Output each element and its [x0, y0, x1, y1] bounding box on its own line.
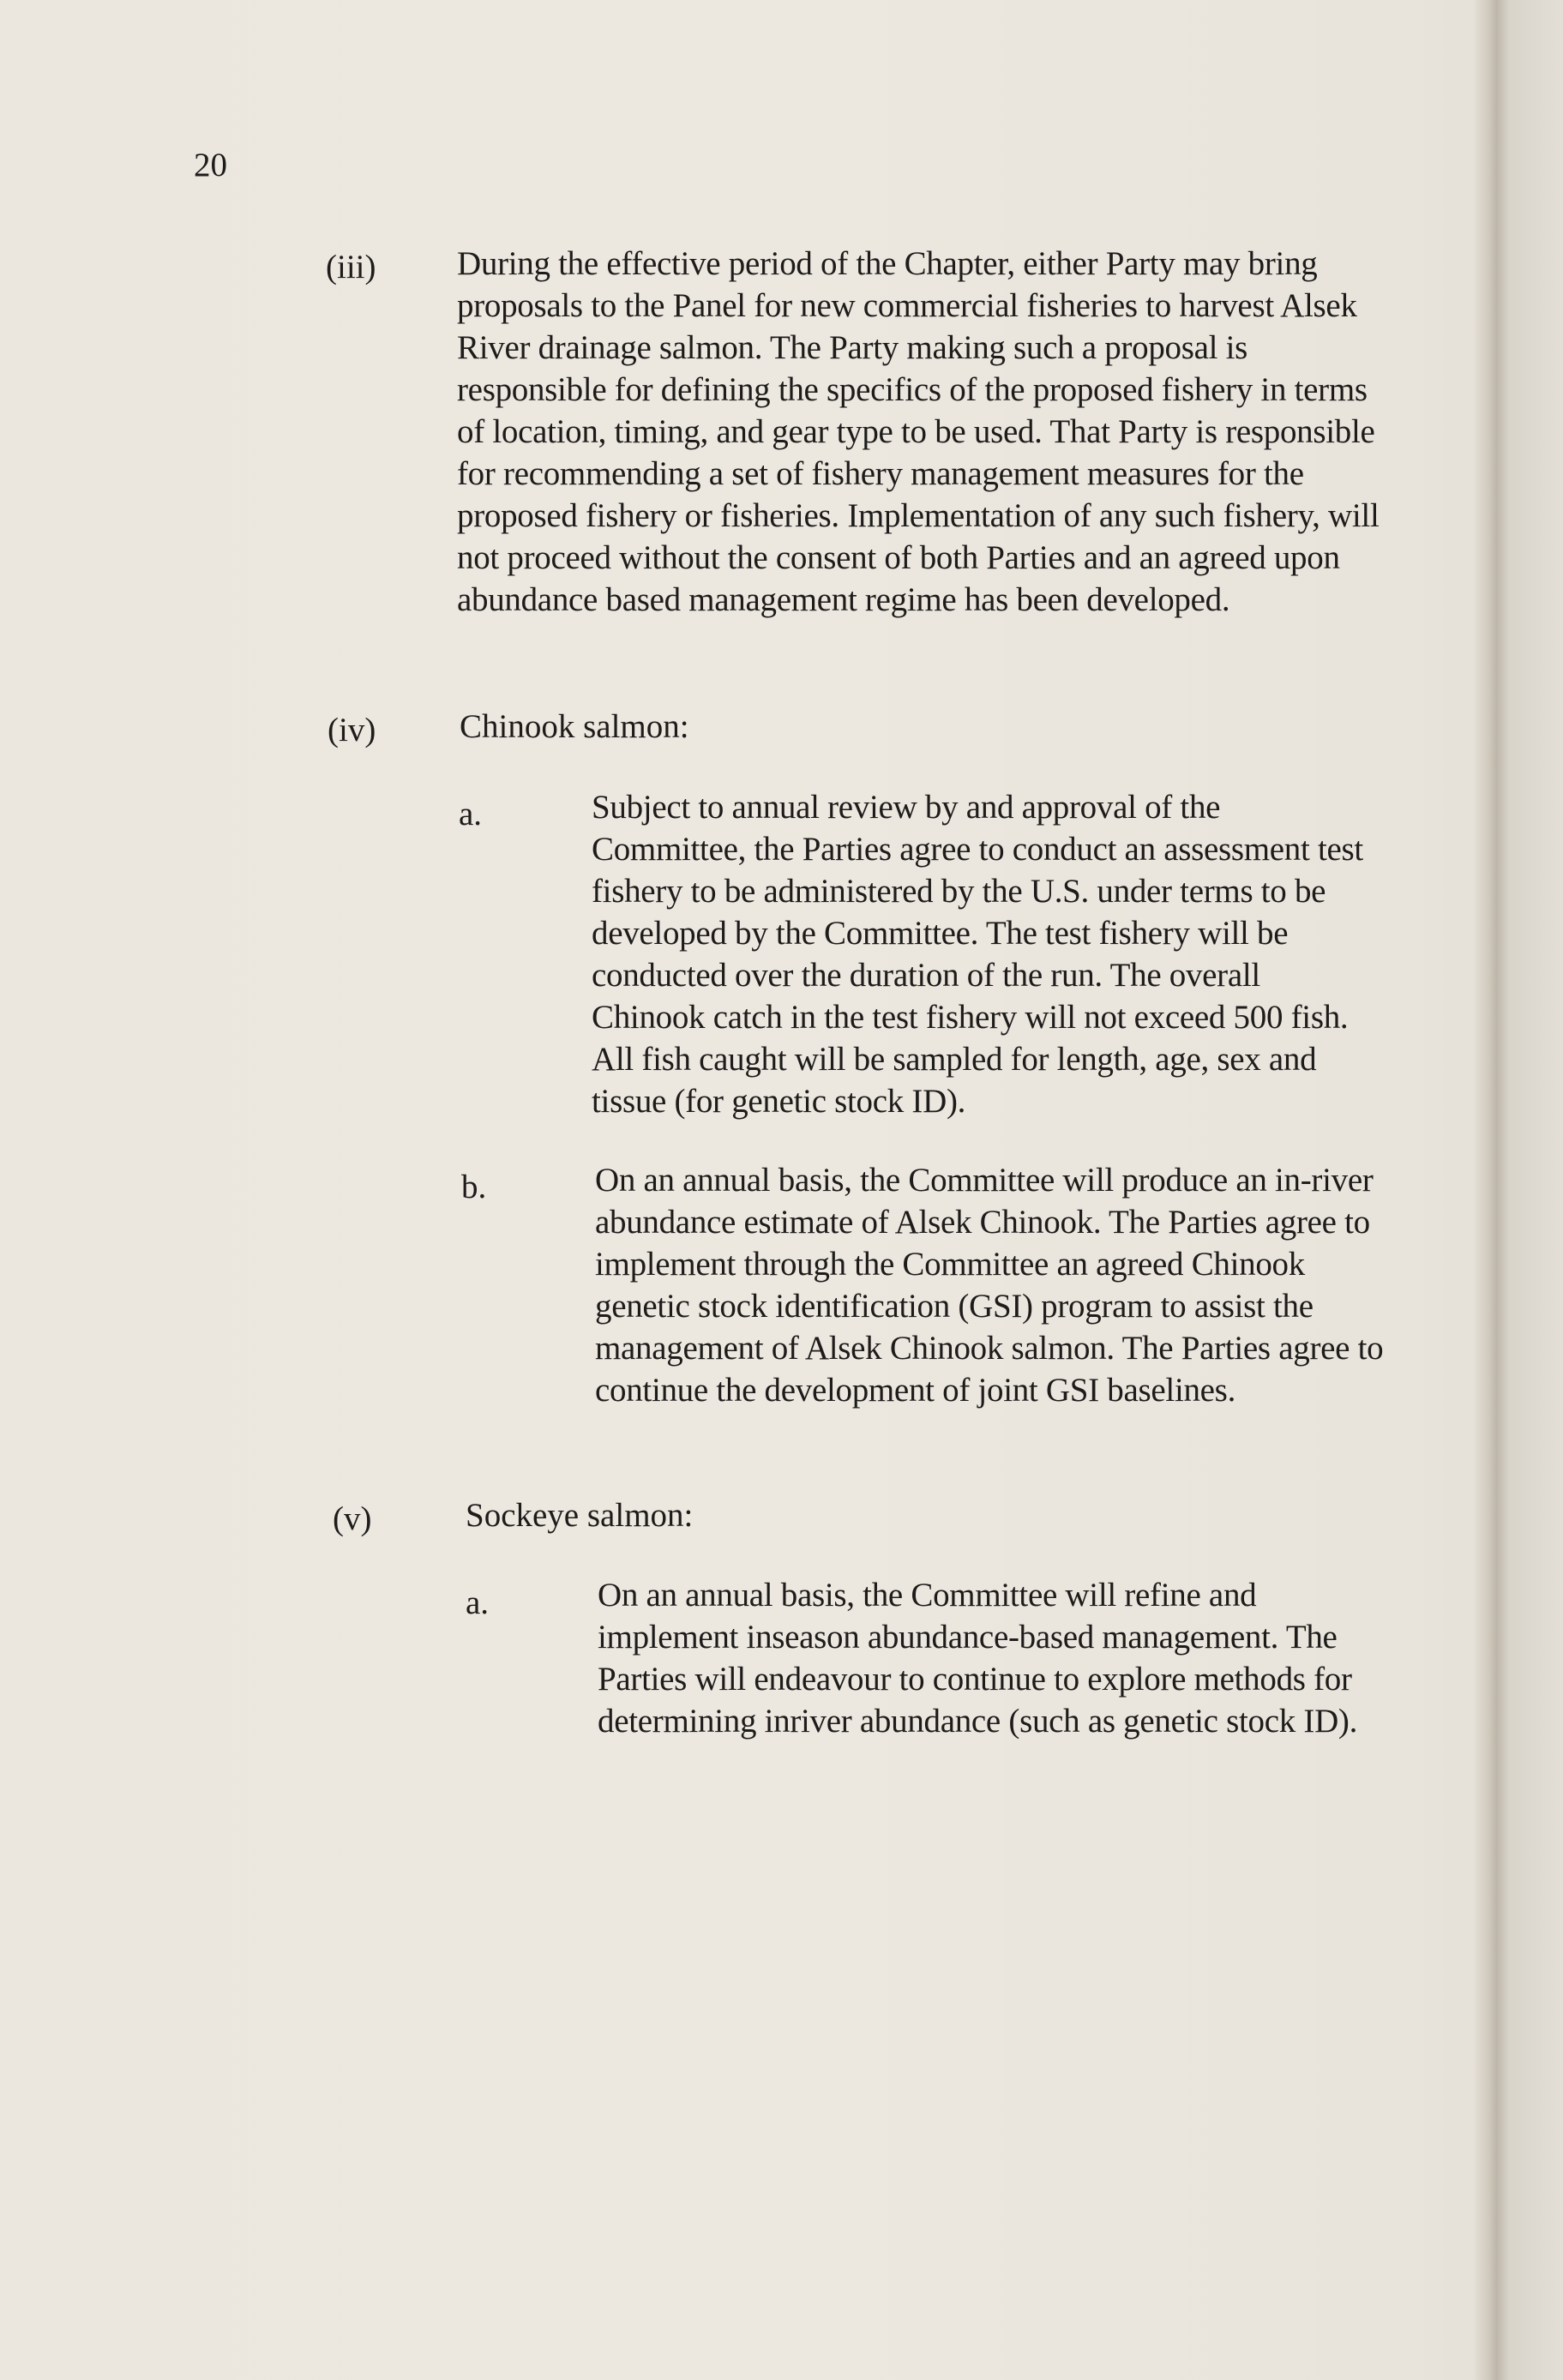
section-iv-heading: Chinook salmon: [460, 708, 689, 745]
section-v-item-a-label: a. [466, 1584, 490, 1621]
section-iv-item-a-label: a. [459, 796, 483, 832]
section-label-iii: (iii) [326, 249, 376, 285]
section-label-v: (v) [333, 1500, 372, 1537]
section-v-heading: Sockeye salmon: [466, 1497, 694, 1534]
section-iv-item-b-label: b. [461, 1169, 487, 1205]
page-binding-edge [1473, 0, 1563, 2380]
section-iii-text: During the effective period of the Chapter, either Party may bring proposals to the Panel for new commercial fisheries to harvest Alsek River drainage salmon. The Party making such a proposal is responsible for defining the specifics of the proposed fishery in terms of location, timing, and gear type to be used. That Party is responsible for recommending a set of fishery management measures for the proposed fishery or fisheries. Implementation of any such fishery, will not proceed without the consent of both Parties and an agreed upon abundance based management regime has been developed. [457, 245, 1380, 618]
section-iv-item-a-text: Subject to annual review by and approval of the Committee, the Parties agree to conduct an assessment test fishery to be administered by the U.S. under terms to be developed by the Committee. The test fishery will be conducted over the duration of the run. The overall Chinook catch in the test fishery will not exceed 500 fish. All fish caught will be sampled for length, age, sex and tissue (for genetic stock ID). [592, 789, 1363, 1120]
page-number: 20 [194, 147, 227, 183]
section-label-iv: (iv) [328, 712, 376, 748]
section-iv-item-b-text: On an annual basis, the Committee will produce an in-river abundance estimate of Alsek Chinook. The Parties agree to implement through the Committee an agreed Chinook genetic stock identification (GSI) program to assist the management of Alsek Chinook salmon. The Parties agree to continue the development of joint GSI baselines. [595, 1162, 1384, 1409]
section-v-item-a-text: On an annual basis, the Committee will refine and implement inseason abundance-based management. The Parties will endeavour to continue to explore methods for determining inriver abundance (such as genetic stock ID). [598, 1577, 1358, 1740]
